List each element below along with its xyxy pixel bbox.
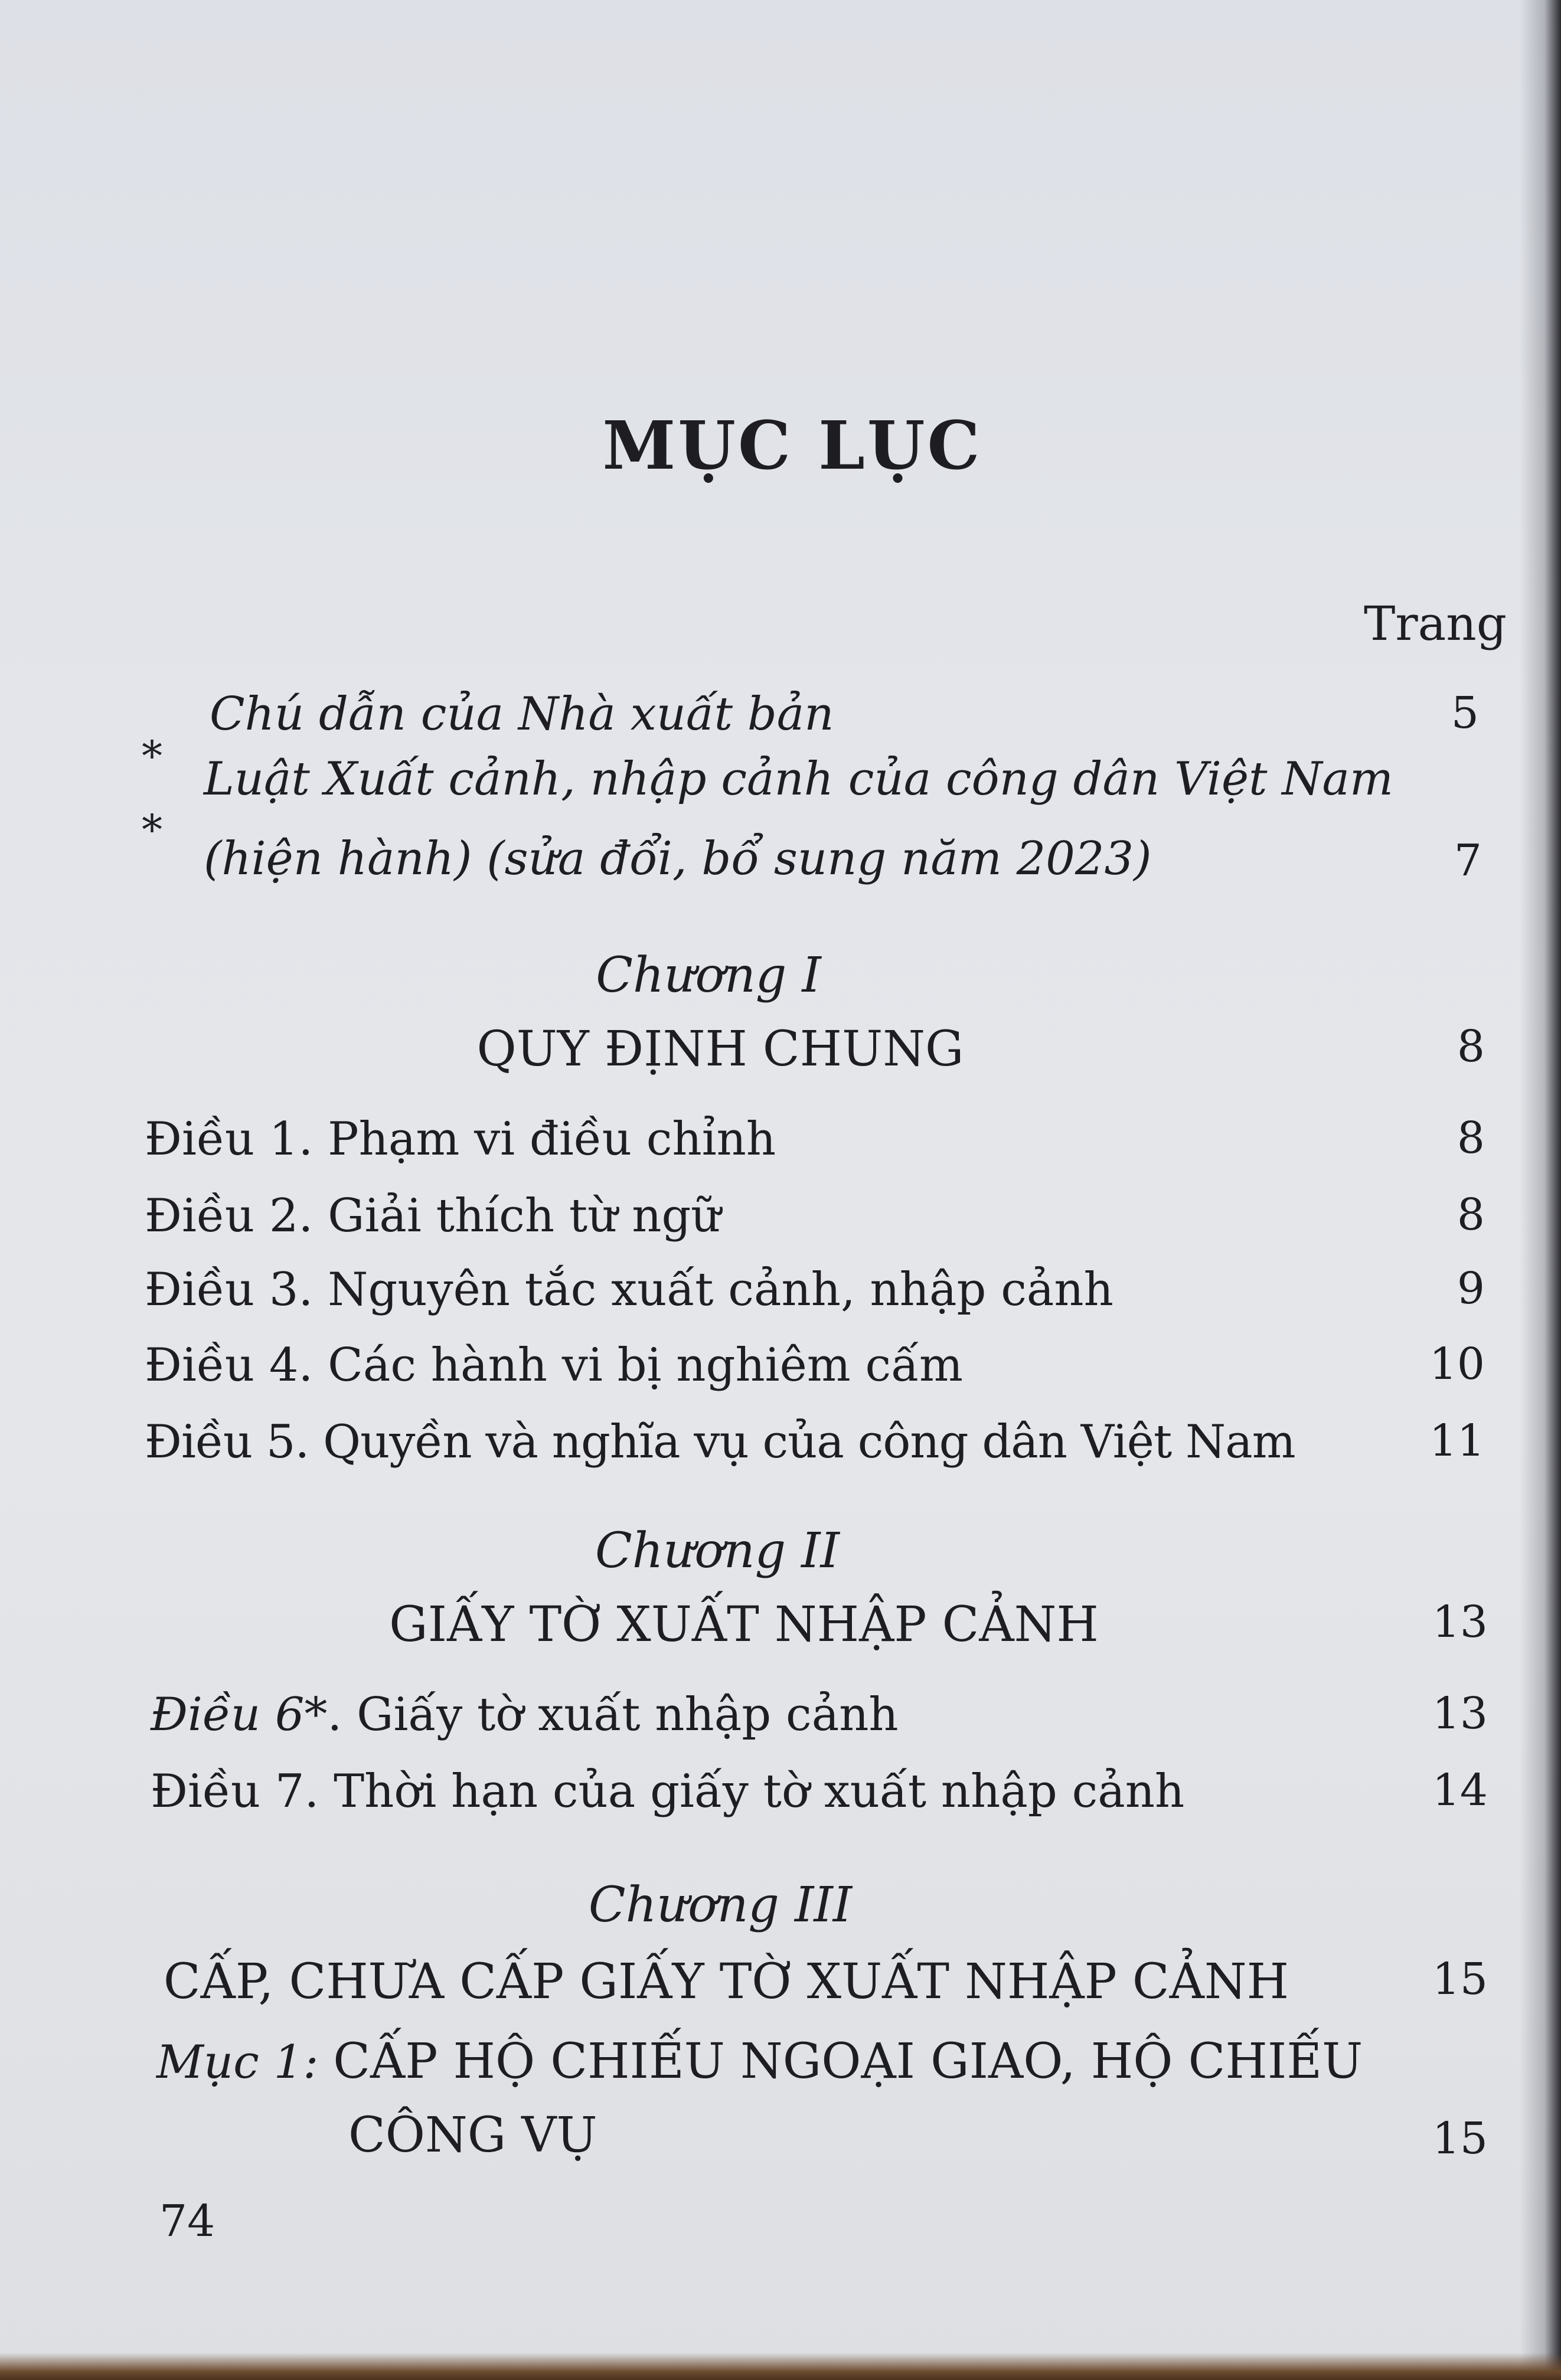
toc-section-1-prefix: Mục 1: [156,2036,319,2089]
toc-page-section-1: 15 [1432,2113,1488,2164]
toc-article-4: Điều 4. Các hành vi bị nghiêm cấm [145,1339,963,1392]
toc-page-law: 7 [1454,835,1482,886]
toc-entry-publisher-note: Chú dẫn của Nhà xuất bản [210,688,834,741]
chapter-2-number: Chương II [595,1523,840,1579]
toc-section-1-title: CẤP HỘ CHIẾU NGOẠI GIAO, HỘ CHIẾU [333,2034,1363,2090]
chapter-1-number: Chương I [596,947,821,1003]
toc-article-7: Điều 7. Thời hạn của giấy tờ xuất nhập cảnh [151,1765,1185,1818]
chapter-3-number: Chương III [588,1877,853,1933]
toc-article-1: Điều 1. Phạm vi điều chỉnh [145,1113,776,1166]
page-number: 74 [159,2196,215,2247]
toc-page-article-3: 9 [1457,1263,1485,1314]
toc-section-1-line1 [156,2034,1363,2090]
toc-page-article-1: 8 [1457,1113,1485,1163]
chapter-3-title: CẤP, CHƯA CẤP GIẤY TỜ XUẤT NHẬP CẢNH [163,1954,1289,2010]
page-edge-shadow [1520,0,1561,2380]
table-surface [0,2353,1561,2380]
page-title: MỤC LỤC [602,407,982,485]
toc-page-publisher-note: 5 [1451,688,1479,738]
chapter-1-title: QUY ĐỊNH CHUNG [476,1021,964,1077]
toc-article-6-rest: . Giấy tờ xuất nhập cảnh [327,1688,899,1741]
toc-article-2: Điều 2. Giải thích từ ngữ [145,1189,721,1243]
toc-page-article-7: 14 [1432,1765,1488,1816]
toc-article-3: Điều 3. Nguyên tắc xuất cảnh, nhập cảnh [145,1263,1113,1316]
toc-page-article-6: 13 [1432,1688,1488,1739]
toc-section-1-line2: CÔNG VỤ [348,2107,597,2163]
toc-article-5: Điều 5. Quyền và nghĩa vụ của công dân Việt Nam [145,1415,1295,1469]
toc-page-article-4: 10 [1429,1339,1485,1390]
bullet-star: * [142,732,162,780]
toc-entry-law-line1: Luật Xuất cảnh, nhập cảnh của công dân Việt Nam [204,753,1393,806]
toc-article-6-prefix: Điều 6* [151,1688,328,1741]
chapter-2-page: 13 [1432,1597,1488,1647]
chapter-1-page: 8 [1457,1021,1485,1072]
toc-entry-law-line2: (hiện hành) (sửa đổi, bổ sung năm 2023) [204,832,1152,885]
page-column-label: Trang [1364,596,1507,651]
chapter-2-title: GIẤY TỜ XUẤT NHẬP CẢNH [389,1597,1099,1653]
toc-article-6 [151,1688,899,1741]
toc-page-article-5: 11 [1429,1415,1485,1466]
chapter-3-page: 15 [1432,1954,1488,2005]
bullet-star: * [142,806,162,854]
toc-page-article-2: 8 [1457,1189,1485,1240]
